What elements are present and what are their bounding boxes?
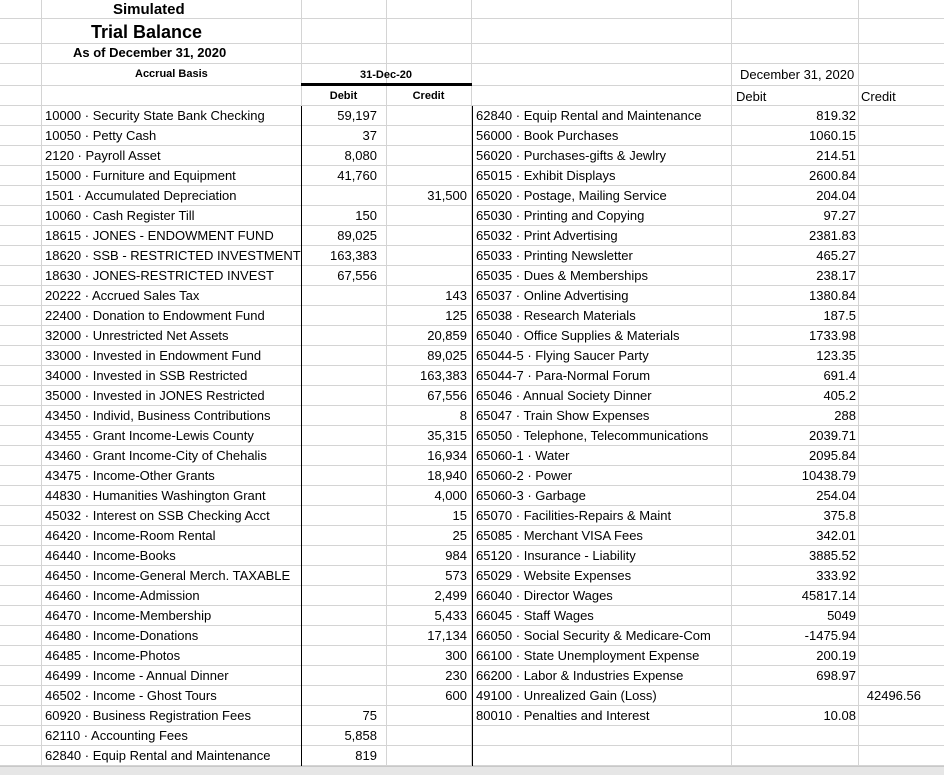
left-debit-cell[interactable]: 75	[362, 708, 377, 723]
left-account-cell[interactable]: 62110 · Accounting Fees	[45, 728, 188, 743]
left-debit-cell[interactable]: 59,197	[337, 108, 377, 123]
right-debit-cell[interactable]: 5049	[827, 608, 856, 623]
right-debit-cell[interactable]: 342.01	[816, 528, 856, 543]
grid-row-line	[0, 18, 944, 19]
right-account-cell[interactable]: 66050 · Social Security & Medicare-Com	[476, 628, 711, 643]
credit-header-right: Credit	[861, 89, 896, 104]
right-account-cell[interactable]: 56000 · Book Purchases	[476, 128, 619, 143]
left-account-cell[interactable]: 43460 · Grant Income-City of Chehalis	[45, 448, 267, 463]
left-credit-cell[interactable]: 573	[445, 568, 467, 583]
left-account-cell[interactable]: 18620 · SSB - RESTRICTED INVESTMENT	[45, 248, 301, 263]
left-debit-cell[interactable]: 5,858	[344, 728, 377, 743]
left-credit-cell[interactable]: 300	[445, 648, 467, 663]
left-account-cell[interactable]: 43475 · Income-Other Grants	[45, 468, 215, 483]
left-account-cell[interactable]: 46499 · Income - Annual Dinner	[45, 668, 229, 683]
right-debit-cell[interactable]: 10.08	[823, 708, 856, 723]
left-account-cell[interactable]: 46480 · Income-Donations	[45, 628, 199, 643]
left-credit-cell[interactable]: 25	[452, 528, 467, 543]
right-account-cell[interactable]: 65046 · Annual Society Dinner	[476, 388, 652, 403]
left-account-cell[interactable]: 44830 · Humanities Washington Grant	[45, 488, 266, 503]
left-account-cell[interactable]: 22400 · Donation to Endowment Fund	[45, 308, 265, 323]
right-debit-cell[interactable]: 97.27	[823, 208, 856, 223]
right-debit-cell[interactable]: 45817.14	[801, 588, 856, 603]
left-account-cell[interactable]: 34000 · Invested in SSB Restricted	[45, 368, 248, 383]
right-account-cell[interactable]: 56020 · Purchases-gifts & Jewlry	[476, 148, 667, 163]
debit-header-left: Debit	[329, 90, 358, 102]
left-credit-cell[interactable]: 16,934	[427, 448, 467, 463]
period-header-right: December 31, 2020	[740, 67, 855, 82]
left-account-cell[interactable]: 46450 · Income-General Merch. TAXABLE	[45, 568, 291, 583]
right-debit-cell[interactable]: -1475.94	[804, 628, 856, 643]
left-account-cell[interactable]: 10060 · Cash Register Till	[45, 208, 195, 223]
right-debit-cell[interactable]: 2095.84	[809, 448, 856, 463]
right-account-cell[interactable]: 65060-2 · Power	[476, 468, 573, 483]
left-credit-cell[interactable]: 230	[445, 668, 467, 683]
left-credit-cell[interactable]: 125	[445, 308, 467, 323]
left-debit-cell[interactable]: 163,383	[330, 248, 377, 263]
left-credit-cell[interactable]: 143	[445, 288, 467, 303]
left-debit-cell[interactable]: 41,760	[337, 168, 377, 183]
left-debit-cell[interactable]: 8,080	[344, 148, 377, 163]
left-credit-cell[interactable]: 600	[445, 688, 467, 703]
left-account-cell[interactable]: 35000 · Invested in JONES Restricted	[45, 388, 265, 403]
company-name: Simulated	[113, 1, 185, 18]
right-account-cell[interactable]: 65050 · Telephone, Telecommunications	[476, 428, 709, 443]
left-debit-cell[interactable]: 150	[355, 208, 377, 223]
left-credit-cell[interactable]: 67,556	[427, 388, 467, 403]
left-credit-cell[interactable]: 4,000	[434, 488, 467, 503]
right-debit-cell[interactable]: 333.92	[816, 568, 856, 583]
right-debit-cell[interactable]: 2039.71	[809, 428, 856, 443]
left-account-cell[interactable]: 15000 · Furniture and Equipment	[45, 168, 236, 183]
left-account-cell[interactable]: 10000 · Security State Bank Checking	[45, 108, 265, 123]
left-credit-cell[interactable]: 35,315	[427, 428, 467, 443]
grid-row-line	[0, 85, 944, 86]
right-debit-cell[interactable]: 200.19	[816, 648, 856, 663]
left-credit-cell[interactable]: 5,433	[434, 608, 467, 623]
right-account-cell[interactable]: 65060-3 · Garbage	[476, 488, 586, 503]
right-account-cell[interactable]: 66040 · Director Wages	[476, 588, 613, 603]
right-debit-cell[interactable]: 375.8	[823, 508, 856, 523]
right-debit-cell[interactable]: 2381.83	[809, 228, 856, 243]
right-debit-cell[interactable]: 3885.52	[809, 548, 856, 563]
left-credit-cell[interactable]: 163,383	[420, 368, 467, 383]
left-account-cell[interactable]: 46502 · Income - Ghost Tours	[45, 688, 217, 703]
right-debit-cell[interactable]: 691.4	[823, 368, 856, 383]
right-account-cell[interactable]: 65044-7 · Para-Normal Forum	[476, 368, 651, 383]
grid-row-line	[0, 43, 944, 44]
right-debit-cell[interactable]: 2600.84	[809, 168, 856, 183]
right-debit-cell[interactable]: 1380.84	[809, 288, 856, 303]
right-account-cell[interactable]: 66200 · Labor & Industries Expense	[476, 668, 684, 683]
left-credit-cell[interactable]: 20,859	[427, 328, 467, 343]
right-account-cell[interactable]: 65037 · Online Advertising	[476, 288, 629, 303]
grid-row-line	[0, 63, 944, 64]
right-debit-cell[interactable]: 465.27	[816, 248, 856, 263]
right-account-cell[interactable]: 65015 · Exhibit Displays	[476, 168, 616, 183]
report-title: Trial Balance	[91, 22, 203, 42]
right-account-cell[interactable]: 65060-1 · Water	[476, 448, 570, 463]
right-debit-cell[interactable]: 238.17	[816, 268, 856, 283]
right-debit-cell[interactable]: 405.2	[823, 388, 856, 403]
right-account-cell[interactable]: 65020 · Postage, Mailing Service	[476, 188, 667, 203]
left-credit-cell[interactable]: 8	[459, 408, 467, 423]
left-account-cell[interactable]: 46420 · Income-Room Rental	[45, 528, 216, 543]
left-account-cell[interactable]: 46460 · Income-Admission	[45, 588, 200, 603]
right-account-cell[interactable]: 65085 · Merchant VISA Fees	[476, 528, 643, 543]
right-account-cell[interactable]: 65120 · Insurance - Liability	[476, 548, 636, 563]
report-date: As of December 31, 2020	[73, 45, 227, 60]
left-credit-cell[interactable]: 89,025	[427, 348, 467, 363]
right-debit-cell[interactable]: 698.97	[816, 668, 856, 683]
left-credit-cell[interactable]: 984	[445, 548, 467, 563]
left-credit-cell[interactable]: 15	[452, 508, 467, 523]
accounting-basis: Accrual Basis	[135, 68, 208, 80]
right-debit-cell[interactable]: 819.32	[816, 108, 856, 123]
left-credit-cell[interactable]: 18,940	[427, 468, 467, 483]
right-debit-cell[interactable]: 254.04	[816, 488, 856, 503]
right-account-cell[interactable]: 65040 · Office Supplies & Materials	[476, 328, 680, 343]
left-account-cell[interactable]: 33000 · Invested in Endowment Fund	[45, 348, 262, 363]
left-debit-cell[interactable]: 67,556	[337, 268, 377, 283]
left-credit-cell[interactable]: 31,500	[427, 188, 467, 203]
left-account-cell[interactable]: 20222 · Accrued Sales Tax	[45, 288, 200, 303]
left-account-cell[interactable]: 1501 · Accumulated Depreciation	[45, 188, 237, 203]
left-account-cell[interactable]: 46440 · Income-Books	[45, 548, 176, 563]
right-debit-cell[interactable]: 10438.79	[801, 468, 856, 483]
right-debit-cell[interactable]: 288	[834, 408, 856, 423]
right-debit-cell[interactable]: 187.5	[823, 308, 856, 323]
period-header-left: 31-Dec-20	[360, 69, 412, 81]
right-account-cell[interactable]: 66100 · State Unemployment Expense	[476, 648, 700, 663]
credit-header-left: Credit	[412, 90, 445, 102]
right-account-cell[interactable]: 65033 · Printing Newsletter	[476, 248, 633, 263]
left-account-cell[interactable]: 46485 · Income-Photos	[45, 648, 181, 663]
right-account-cell[interactable]: 65047 · Train Show Expenses	[476, 408, 650, 423]
left-account-cell[interactable]: 43455 · Grant Income-Lewis County	[45, 428, 254, 443]
right-account-cell[interactable]: 65029 · Website Expenses	[476, 568, 632, 583]
left-debit-cell[interactable]: 819	[355, 748, 377, 763]
left-account-cell[interactable]: 32000 · Unrestricted Net Assets	[45, 328, 229, 343]
left-account-cell[interactable]: 43450 · Individ, Business Contributions	[45, 408, 271, 423]
left-credit-cell[interactable]: 17,134	[427, 628, 467, 643]
left-account-cell[interactable]: 62840 · Equip Rental and Maintenance	[45, 748, 271, 763]
right-account-cell[interactable]: 65070 · Facilities-Repairs & Maint	[476, 508, 672, 523]
right-account-cell[interactable]: 80010 · Penalties and Interest	[476, 708, 650, 723]
left-debit-cell[interactable]: 37	[362, 128, 377, 143]
left-credit-cell[interactable]: 2,499	[434, 588, 467, 603]
right-account-cell[interactable]: 65035 · Dues & Memberships	[476, 268, 648, 283]
right-account-cell[interactable]: 65032 · Print Advertising	[476, 228, 618, 243]
right-debit-cell[interactable]: 204.04	[816, 188, 856, 203]
left-account-cell[interactable]: 45032 · Interest on SSB Checking Acct	[45, 508, 270, 523]
debit-header-right: Debit	[736, 89, 767, 104]
right-debit-cell[interactable]: 214.51	[816, 148, 856, 163]
right-credit-cell[interactable]: 42496.56	[866, 688, 921, 703]
right-account-cell[interactable]: 66045 · Staff Wages	[476, 608, 594, 623]
right-account-cell[interactable]: 65038 · Research Materials	[476, 308, 636, 323]
header-underline	[301, 83, 472, 86]
left-account-cell[interactable]: 18630 · JONES-RESTRICTED INVEST	[45, 268, 274, 283]
left-account-cell[interactable]: 60920 · Business Registration Fees	[45, 708, 251, 723]
account-column-divider	[472, 106, 473, 724]
left-account-cell[interactable]: 10050 · Petty Cash	[45, 128, 157, 143]
right-account-cell[interactable]: 65044-5 · Flying Saucer Party	[476, 348, 649, 363]
right-debit-cell[interactable]: 1733.98	[809, 328, 856, 343]
left-account-cell[interactable]: 46470 · Income-Membership	[45, 608, 212, 623]
left-account-cell[interactable]: 2120 · Payroll Asset	[45, 148, 161, 163]
right-debit-cell[interactable]: 1060.15	[809, 128, 856, 143]
right-account-cell[interactable]: 62840 · Equip Rental and Maintenance	[476, 108, 702, 123]
left-debit-cell[interactable]: 89,025	[337, 228, 377, 243]
right-account-cell[interactable]: 65030 · Printing and Copying	[476, 208, 645, 223]
left-account-cell[interactable]: 18615 · JONES - ENDOWMENT FUND	[45, 228, 274, 243]
right-debit-cell[interactable]: 123.35	[816, 348, 856, 363]
right-account-cell[interactable]: 49100 · Unrealized Gain (Loss)	[476, 688, 657, 703]
